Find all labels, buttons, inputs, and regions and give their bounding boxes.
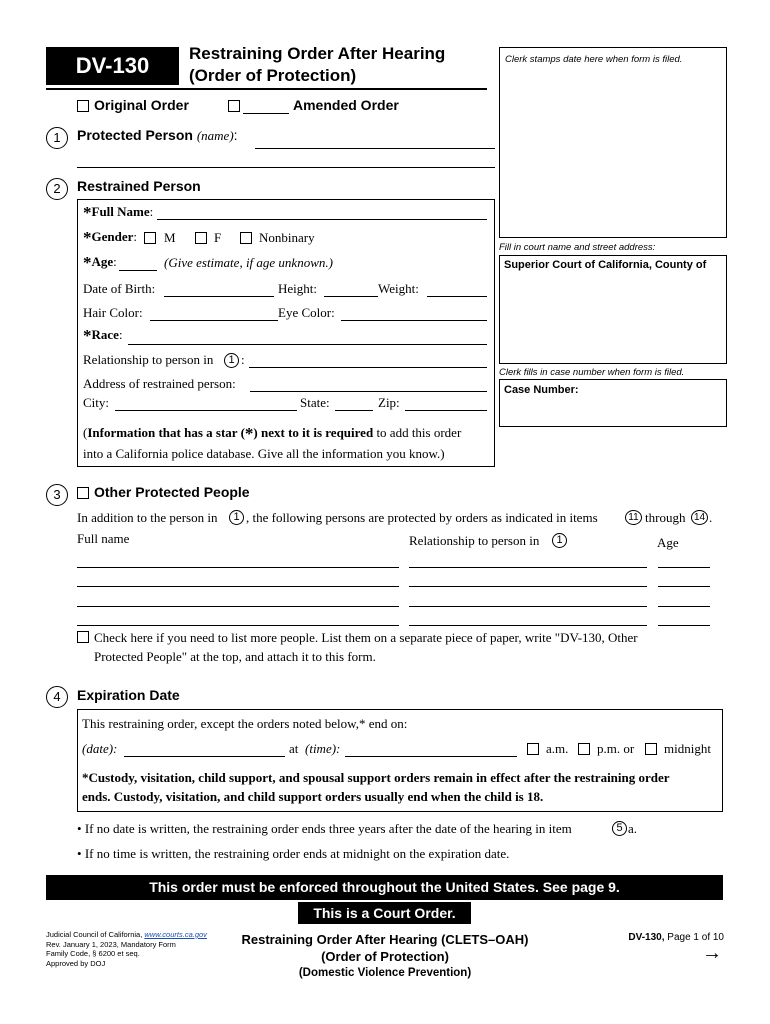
zip-field[interactable] [405,410,487,411]
age-field[interactable] [119,270,157,271]
note-line-2: into a California police database. Give all the information you know.) [83,446,445,461]
gender-nonbinary-checkbox[interactable] [240,232,252,244]
ref-item-14: 14 [691,510,708,525]
col-age: Age [657,535,679,550]
footer-title-3: (Domestic Violence Prevention) [298,967,472,979]
required-star: * [83,203,92,222]
race-label: *Race: [83,326,123,345]
race-field[interactable] [128,344,487,345]
pm-checkbox[interactable] [578,743,590,755]
hair-color-field[interactable] [150,320,278,321]
section-2-number: 2 [46,178,68,200]
section-4-number: 4 [46,686,68,708]
race-text: Race [91,327,119,342]
bullet-1: • If no date is written, the restraining order ends three years after the date of the hearing in item [77,821,572,836]
enforcement-banner: This order must be enforced throughout the United States. See page 9. [46,875,723,900]
pm-label: p.m. or [597,741,635,756]
section-1-title-text: Protected Person [77,127,193,143]
note-bold-2: ) next to it is required [253,425,374,440]
other-age-field-4[interactable] [658,625,710,626]
other-rel-field-1[interactable] [409,567,647,568]
other-name-field-3[interactable] [77,606,399,607]
more-people-checkbox[interactable] [77,631,89,643]
intro-text-d: . [709,510,713,525]
court-name-box[interactable] [499,255,727,364]
court-name-label: Superior Court of California, County of [504,259,707,271]
gender-m-checkbox[interactable] [144,232,156,244]
other-rel-field-2[interactable] [409,586,647,587]
clerk-stamp-box [499,47,727,238]
gender-f-label: F [214,230,222,245]
other-protected-checkbox[interactable] [77,487,89,499]
amended-order-number-field[interactable] [243,113,289,114]
col-relationship: Relationship to person in [409,533,540,548]
footer-council: Judicial Council of California, [46,930,143,939]
court-order-banner: This is a Court Order. [298,902,471,924]
ref-item-1: 1 [224,353,239,368]
address-label: Address of restrained person: [83,376,236,391]
height-label: Height: [278,281,317,296]
weight-label: Weight: [378,281,419,296]
more-people-line-2: Protected People" at the top, and attach it to this form. [94,649,376,664]
case-number-label: Case Number: [504,384,579,396]
relationship-colon: : [241,352,245,367]
protected-person-name-field[interactable] [255,148,495,149]
ref-item-1: 1 [229,510,244,525]
eye-color-field[interactable] [341,320,487,321]
state-label: State: [300,395,330,410]
form-title [189,43,445,87]
clerk-stamp-note: Clerk stamps date here when form is filed. [505,54,683,65]
state-field[interactable] [335,410,373,411]
gender-f-checkbox[interactable] [195,232,207,244]
form-id-badge: DV-130 [46,47,179,85]
custody-note [82,768,722,806]
section-3-intro [77,510,217,526]
note-rest: to add this order [373,425,462,440]
height-field[interactable] [324,296,378,297]
other-age-field-3[interactable] [658,606,710,607]
required-star: * [83,326,92,345]
weight-field[interactable] [427,296,487,297]
address-field[interactable] [250,391,487,392]
footer-link[interactable]: www.courts.ca.gov [144,930,207,939]
ref-item-5: 5 [612,821,627,836]
other-age-field-2[interactable] [658,586,710,587]
form-title-line2: (Order of Protection) [189,66,357,85]
city-label: City: [83,395,110,410]
intro-text-c: through [645,510,686,525]
gender-text: Gender [91,229,134,244]
other-rel-field-3[interactable] [409,606,647,607]
required-star: * [83,253,92,272]
original-order-label: Original Order [94,97,189,113]
required-info-note [83,423,493,464]
hair-color-label: Hair Color: [83,305,143,320]
other-name-field-2[interactable] [77,586,399,587]
date-label: (date): [82,741,118,756]
footer-title-1: Restraining Order After Hearing (CLETS–OAH) [241,932,529,947]
protected-person-name-field-2[interactable] [77,167,495,168]
full-name-text: Full Name [91,204,150,219]
expiration-time-field[interactable] [345,756,517,757]
at-label: at [289,741,299,756]
footer-title-2: (Order of Protection) [321,949,449,964]
custody-line-1: *Custody, visitation, child support, and spousal support orders remain in effect after the restraining order [82,770,670,785]
amended-order-label: Amended Order [293,97,399,113]
gender-nonbinary-label: Nonbinary [259,230,315,245]
footer-page-number: Page 1 of 10 [667,932,724,943]
case-number-note: Clerk fills in case number when form is filed. [499,367,685,378]
section-1-colon: : [233,127,238,143]
age-label: *Age: [83,253,117,272]
time-label: (time): [305,741,341,756]
zip-label: Zip: [378,395,400,410]
age-text: Age [91,254,114,269]
section-3-title: Other Protected People [94,484,250,500]
dob-label: Date of Birth: [83,281,156,296]
bullet-2: • If no time is written, the restraining order ends at midnight on the expiration date. [77,846,510,861]
footer-approved: Approved by DOJ [46,958,106,968]
amended-order-checkbox[interactable] [228,100,240,112]
full-name-label: *Full Name: [83,203,154,222]
section-1-number: 1 [46,127,68,149]
col-full-name: Full name [77,531,130,546]
footer-rev: Rev. January 1, 2023, Mandatory Form [46,939,176,949]
city-field[interactable] [115,410,297,411]
required-star: * [244,424,254,443]
expiration-line-1: This restraining order, except the orders noted below,* end on: [82,716,408,731]
gender-label: *Gender: [83,228,138,247]
ref-item-11: 11 [625,510,642,525]
ref-item-1: 1 [552,533,567,548]
other-name-field-1[interactable] [77,567,399,568]
more-people-line-1: Check here if you need to list more people. List them on a separate piece of paper, write "DV-130, Other [94,630,638,645]
header-rule [46,88,487,90]
age-hint: (Give estimate, if age unknown.) [164,255,333,270]
other-rel-field-4[interactable] [409,625,647,626]
intro-text-a: In addition to the person in [77,510,218,525]
next-page-arrow-icon[interactable]: → [702,942,722,964]
other-name-field-4[interactable] [77,625,399,626]
other-age-field-1[interactable] [658,567,710,568]
note-open: ( [83,425,88,440]
intro-text-b: , the following persons are protected by orders as indicated in items [246,510,598,525]
court-name-note: Fill in court name and street address: [499,242,656,253]
midnight-label: midnight [664,741,711,756]
bullet-2-text: If no time is written, the restraining order ends at midnight on the expiration date. [84,846,510,861]
gender-m-label: M [164,230,176,245]
bullet-1-text: If no date is written, the restraining order ends three years after the date of the hearing in item [84,821,572,836]
original-order-checkbox[interactable] [77,100,89,112]
footer-code: Family Code, § 6200 et seq. [46,949,140,958]
required-star: * [83,228,92,247]
footer-legal [46,930,207,968]
eye-color-label: Eye Color: [278,305,335,320]
case-number-box[interactable] [499,379,727,427]
relationship-label [83,352,213,368]
form-title-line1: Restraining Order After Hearing [189,44,446,63]
section-4-title: Expiration Date [77,687,180,703]
am-checkbox[interactable] [527,743,539,755]
custody-line-2: ends. Custody, visitation, and child support orders usually end when the child is 18. [82,789,544,804]
expiration-date-field[interactable] [124,756,285,757]
footer-title [220,931,550,982]
full-name-field[interactable] [157,219,487,220]
am-label: a.m. [546,741,569,756]
section-3-number: 3 [46,484,68,506]
section-2-title: Restrained Person [77,178,201,194]
section-1-title [77,127,238,144]
relationship-field[interactable] [249,367,487,368]
note-bold-1: Information that has a star ( [87,425,245,440]
footer-form-id: DV-130, [628,932,665,943]
more-people-text [94,628,734,666]
relationship-text: Relationship to person in [83,352,214,367]
midnight-checkbox[interactable] [645,743,657,755]
bullet-1-suffix: a. [628,821,638,836]
section-1-hint: (name) [196,128,234,143]
dob-field[interactable] [164,296,274,297]
